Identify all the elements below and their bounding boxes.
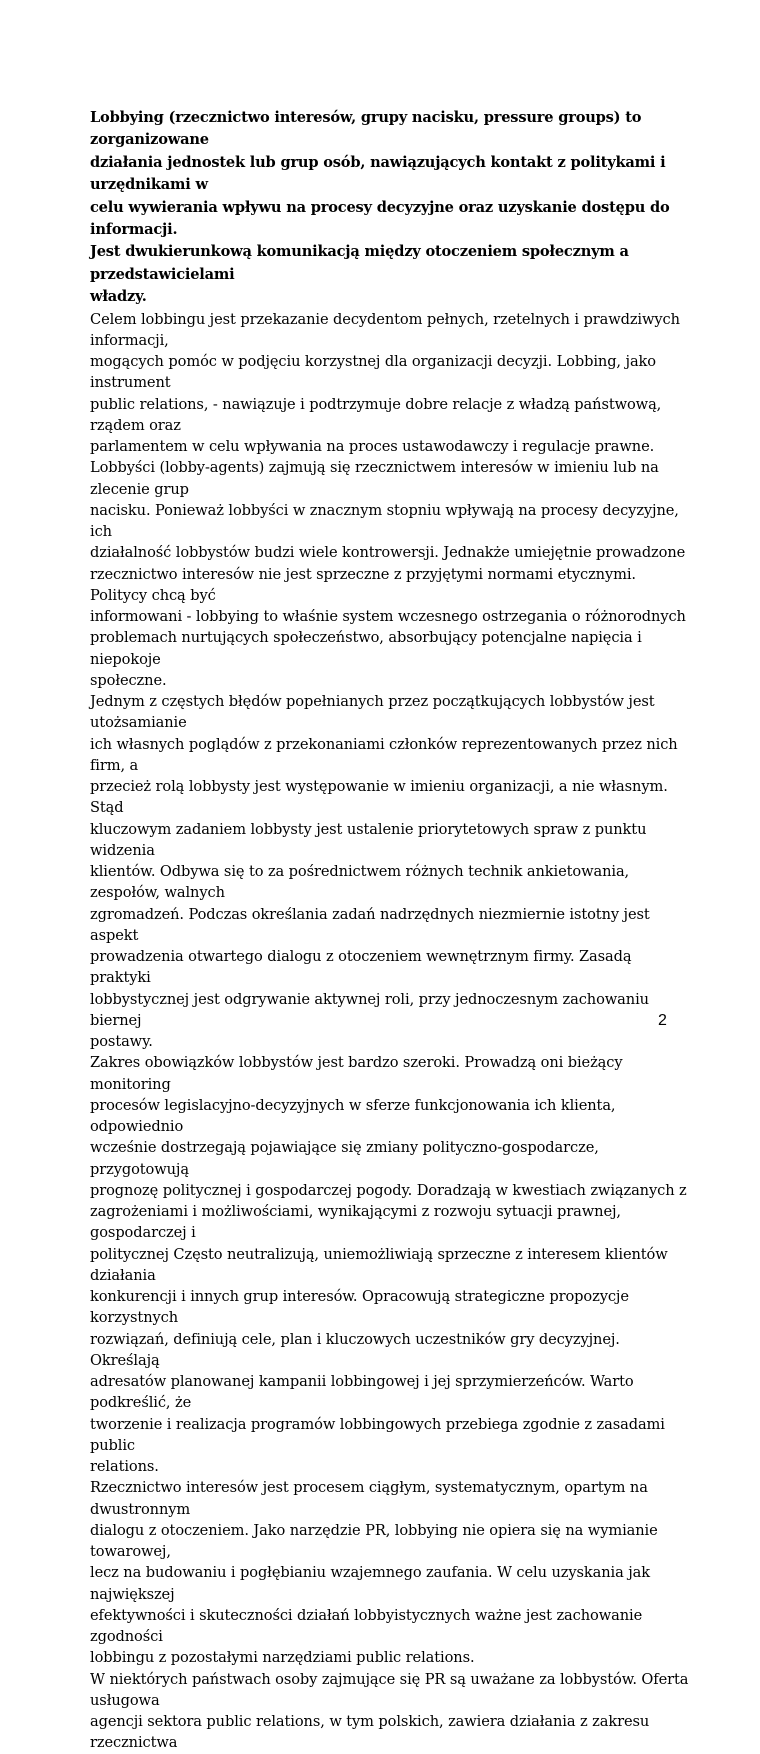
paragraph-purpose: Celem lobbingu jest przekazanie decydentom pełnych, rzetelnych i prawdziwych informacji, mogących pomóc w podjęciu korzystnej dla organizacji decyzji. Lobbing, jako instrument public relations, - nawiązuje i podtrzymuje dobre relacje z władzą państwową, rządem oraz parlamentem w celu wpływania na proces ustawodawczy i regulacje prawne. bbox=[90, 310, 680, 456]
paragraph-pr-agencies: W niektórych państwach osoby zajmujące się PR są uważane za lobbystów. Oferta usługowa agencji sektora public relations, w tym polskich, zawiera działania z zakresu rzecznictwa bbox=[90, 1670, 689, 1752]
paragraph-duties: Zakres obowiązków lobbystów jest bardzo szeroki. Prowadzą oni bieżący monitoring procesów legislacyjno-decyzyjnych w sferze funkcjonowania ich klienta, odpowiednio wcześnie dostrzegają pojawiające się zmiany polityczno-gospodarcze, przygotowują prognozę politycznej i gospodarczej pogody. Doradzają w kwestiach związanych z zagrożeniami i możliwościami, wynikającymi z rozwoju sytuacji prawnej, gospodarczej i politycznej Często neutralizują, uniemożliwiają sprzeczne z interesem klientów działania konkurencji i innych grup interesów. Opracowują strategiczne propozycje korzystnych rozwiązań, definiują cele, plan i kluczowych uczestników gry decyzyjnej. Określają adresatów planowanej kampanii lobbingowej i jej sprzymierzeńców. Warto podkreślić, że tworzenie i realizacja programów lobbingowych przebiega zgodnie z zasadami public relations. bbox=[90, 1054, 687, 1476]
intro-paragraph: Lobbying (rzecznictwo interesów, grupy nacisku, pressure groups) to zorganizowane działania jednostek lub grup osób, nawiązujących kontakt z politykami i urzędnikami w celu wywierania wpływu na procesy decyzyjne oraz uzyskanie dostępu do informacji. Jest dwukierunkową komunikacją między otoczeniem społecznym a przedstawicielami władzy. bbox=[90, 109, 670, 306]
document-body bbox=[90, 107, 690, 1754]
paragraph-common-mistakes: Jednym z częstych błędów popełnianych przez początkujących lobbystów jest utożsamianie ich własnych poglądów z przekonaniami członków reprezentowanych przez nich firm, a przecież rolą lobbysty jest występowanie w imieniu organizacji, a nie własnym. Stąd kluczowym zadaniem lobbysty jest ustalenie priorytetowych spraw z punktu widzenia klientów. Odbywa się to za pośrednictwem różnych technik ankietowania, zespołów, walnych zgromadzeń. Podczas określania zadań nadrzędnych niezmiernie istotny jest aspekt prowadzenia otwartego dialogu z otoczeniem wewnętrznym firmy. Zasadą praktyki lobbystycznej jest odgrywanie aktywnej roli, przy jednoczesnym zachowaniu biernej postawy. bbox=[90, 693, 678, 1051]
page-number: 2 bbox=[658, 1012, 667, 1029]
paragraph-lobbyists: Lobbyści (lobby-agents) zajmują się rzecznictwem interesów w imieniu lub na zlecenie grup nacisku. Ponieważ lobbyści w znacznym stopniu wpływają na procesy decyzyjne, ich działalność lobbystów budzi wiele kontrowersji. Jednakże umiejętnie prowadzone rzecznictwo interesów nie jest sprzeczne z przyjętymi normami etycznymi. Politycy chcą być informowani - lobbying to właśnie system wczesnego ostrzegania o różnorodnych problemach nurtujących społeczeństwo, absorbujący potencjalne napięcia i niepokoje społeczne. bbox=[90, 459, 686, 689]
paragraph-advocacy-process: Rzecznictwo interesów jest procesem ciągłym, systematycznym, opartym na dwustronnym dialogu z otoczeniem. Jako narzędzie PR, lobbying nie opiera się na wymianie towarowej, lecz na budowaniu i pogłębianiu wzajemnego zaufania. W celu uzyskania jak największej efektywności i skuteczności działań lobbyistycznych ważne jest zachowanie zgodności lobbingu z pozostałymi narzędziami public relations. bbox=[90, 1479, 658, 1667]
